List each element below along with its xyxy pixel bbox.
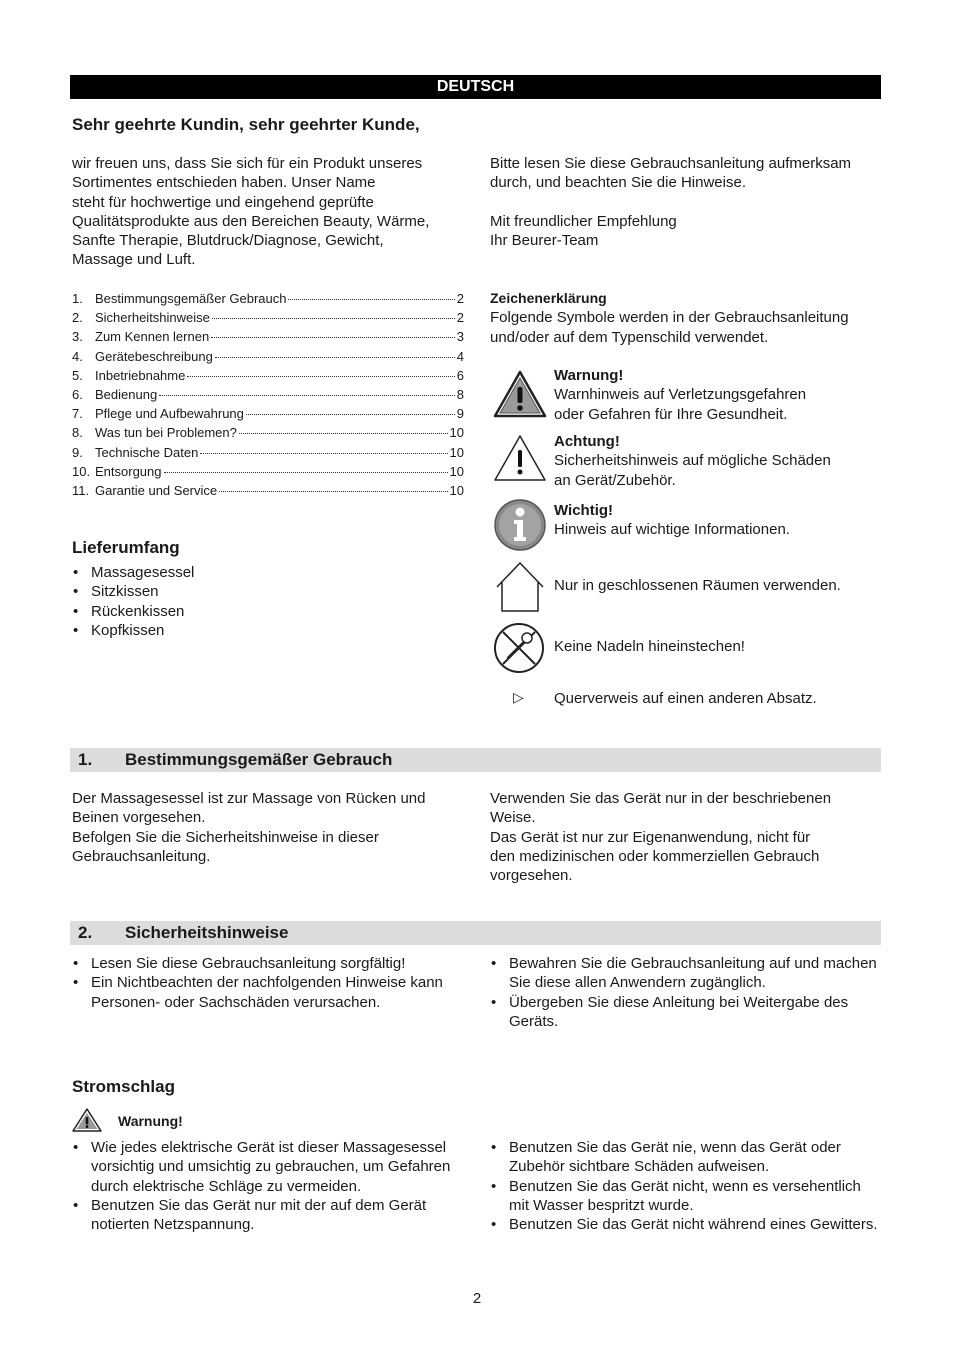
toc-leader (164, 472, 448, 473)
closing-line: Mit freundlicher Empfehlung (490, 212, 677, 230)
toc-number: 5. (72, 367, 83, 383)
toc-number: 7. (72, 406, 83, 422)
toc-page: 10 (449, 482, 464, 498)
section-number: 1. (78, 750, 93, 769)
toc-leader (211, 337, 455, 338)
toc-page: 8 (456, 386, 464, 402)
toc-page: 2 (456, 310, 464, 326)
delivery-heading: Lieferumfang (72, 538, 180, 557)
toc-title: Pflege und Aufbewahrung (95, 406, 244, 422)
toc-row[interactable] (72, 483, 464, 502)
intro-line: wir freuen uns, dass Sie sich für ein Produkt unseres (72, 155, 423, 172)
list-item: • Benutzen Sie das Gerät nicht während eines Gewitters. (490, 1215, 885, 1234)
list-item: • Sitzkissen (72, 582, 462, 601)
toc-page: 9 (456, 406, 464, 422)
shock-left-list (72, 1138, 462, 1234)
info-icon (493, 499, 547, 551)
list-item: • Lesen Sie diese Gebrauchsanleitung sorgfältig! (72, 954, 457, 973)
symbol-caution (493, 432, 883, 492)
paragraph-line: Weise. (490, 809, 536, 827)
toc-leader (288, 299, 454, 300)
intro-line: Sanfte Therapie, Blutdruck/Diagnose, Gewicht, (72, 232, 384, 250)
toc-row[interactable] (72, 406, 464, 425)
warning-triangle-icon (493, 370, 547, 418)
paragraph-line: Befolgen Sie die Sicherheitshinweise in dieser (72, 828, 379, 846)
caution-triangle-icon (493, 434, 547, 482)
shock-warning-label: Warnung! (118, 1113, 183, 1129)
toc-number: 11. (72, 482, 90, 498)
toc-number: 2. (72, 310, 83, 326)
list-item: • Übergeben Sie diese Anleitung bei Weitergabe des Geräts. (490, 993, 885, 1032)
toc-number: 3. (72, 329, 83, 345)
symbols-intro (490, 289, 885, 347)
symbol-label: Warnung! (554, 367, 624, 384)
toc-number: 10. (72, 463, 91, 479)
intro-line: Qualitätsprodukte aus den Bereichen Beauty, Wärme, (72, 212, 430, 230)
list-item: • Benutzen Sie das Gerät nicht, wenn es versehentlich mit Wasser bespritzt wurde. (490, 1177, 885, 1216)
toc-page: 10 (449, 444, 464, 460)
section-2-left-list (72, 954, 457, 1012)
language-bar: DEUTSCH (70, 75, 881, 99)
list-item: • Benutzen Sie das Gerät nie, wenn das Gerät oder Zubehör sichtbare Schäden aufweisen. (490, 1138, 885, 1177)
section-1-left (72, 789, 472, 866)
section-number: 2. (78, 923, 93, 942)
symbol-desc: Querverweis auf einen anderen Absatz. (554, 690, 817, 707)
toc-page: 10 (449, 463, 464, 479)
toc-row[interactable] (72, 349, 464, 368)
toc-row[interactable] (72, 329, 464, 348)
toc-page: 6 (456, 367, 464, 383)
symbol-warning (493, 366, 883, 426)
list-item: • Bewahren Sie die Gebrauchsanleitung auf und machen Sie diese allen Anwendern zugänglich. (490, 954, 885, 993)
symbol-desc: Warnhinweis auf Verletzungsgefahren (554, 386, 807, 404)
intro-line: steht für hochwertige und eingehend geprüfte (72, 193, 374, 211)
shock-right-list (490, 1138, 885, 1234)
symbol-desc: Sicherheitshinweis auf mögliche Schäden (554, 452, 831, 470)
toc-page: 2 (456, 291, 464, 306)
toc-number: 6. (72, 386, 83, 402)
toc-title: Entsorgung (95, 463, 162, 479)
toc-title: Garantie und Service (95, 482, 218, 498)
toc-title: Inbetriebnahme (95, 367, 186, 383)
symbol-crossref (493, 689, 883, 711)
toc-number: 1. (72, 291, 83, 306)
intro-line: durch, und beachten Sie die Hinweise. (490, 174, 746, 192)
toc-number: 4. (72, 348, 83, 364)
toc-row[interactable] (72, 368, 464, 387)
symbol-label: Achtung! (554, 433, 620, 450)
symbol-important (493, 499, 883, 555)
toc-row[interactable] (72, 387, 464, 406)
page-number: 2 (472, 1290, 482, 1307)
symbol-label: Wichtig! (554, 502, 614, 519)
closing-line: Ihr Beurer-Team (490, 232, 599, 250)
symbol-desc: an Gerät/Zubehör. (554, 471, 676, 489)
paragraph-line: vorgesehen. (490, 867, 573, 885)
list-item: • Massagesessel (72, 563, 462, 582)
symbols-intro-line: Folgende Symbole werden in der Gebrauchsanleitung (490, 309, 849, 327)
toc-title: Sicherheitshinweise (95, 310, 210, 326)
delivery-list (72, 563, 462, 640)
section-1-right (490, 789, 885, 885)
toc-page: 10 (449, 425, 464, 441)
list-item: • Benutzen Sie das Gerät nur mit der auf dem Gerät notierten Netzspannung. (72, 1196, 462, 1235)
list-item: • Wie jedes elektrische Gerät ist dieser Massagesessel vorsichtig und umsichtig zu gebrauchen, um Gefahren durch elektrische Schläge zu vermeiden. (72, 1138, 462, 1196)
greeting-heading: Sehr geehrte Kundin, sehr geehrter Kunde, (72, 115, 420, 134)
toc-leader (159, 395, 455, 396)
paragraph-line: Verwenden Sie das Gerät nur in der beschriebenen (490, 790, 832, 807)
toc-row[interactable] (72, 425, 464, 444)
toc-title: Bestimmungsgemäßer Gebrauch (95, 291, 287, 306)
toc-title: Bedienung (95, 386, 158, 402)
warning-triangle-icon (72, 1108, 102, 1132)
shock-heading: Stromschlag (72, 1077, 175, 1096)
paragraph-line: Das Gerät ist nur zur Eigenanwendung, nicht für (490, 828, 811, 846)
symbol-indoor (493, 561, 883, 613)
list-item: • Kopfkissen (72, 621, 462, 640)
toc-row[interactable] (72, 310, 464, 329)
section-2-heading (70, 921, 881, 945)
intro-right (490, 154, 885, 250)
toc-row[interactable] (72, 445, 464, 464)
toc-leader (187, 376, 454, 377)
toc-title: Was tun bei Problemen? (95, 425, 237, 441)
section-2-right-list (490, 954, 885, 1031)
intro-left (72, 154, 472, 270)
symbol-desc: oder Gefahren für Ihre Gesundheit. (554, 405, 788, 423)
paragraph-line: Gebrauchsanleitung. (72, 847, 211, 865)
arrow-right-icon: ▷ (513, 689, 524, 705)
symbol-desc: Keine Nadeln hineinstechen! (554, 638, 745, 655)
list-item: • Rückenkissen (72, 602, 462, 621)
symbol-no-needles (493, 622, 883, 674)
table-of-contents (72, 291, 464, 502)
toc-page: 4 (456, 348, 464, 364)
toc-leader (215, 357, 455, 358)
toc-title: Gerätebeschreibung (95, 348, 213, 364)
paragraph-line: Beinen vorgesehen. (72, 809, 206, 827)
toc-row[interactable] (72, 464, 464, 483)
section-title: Sicherheitshinweise (125, 923, 289, 942)
toc-leader (200, 453, 447, 454)
section-1-heading (70, 748, 881, 772)
toc-row[interactable] (72, 291, 464, 310)
intro-line: Bitte lesen Sie diese Gebrauchsanleitung aufmerksam (490, 155, 852, 172)
symbol-desc: Hinweis auf wichtige Informationen. (554, 521, 790, 539)
toc-number: 9. (72, 444, 83, 460)
section-title: Bestimmungsgemäßer Gebrauch (125, 750, 393, 769)
toc-title: Zum Kennen lernen (95, 329, 210, 345)
intro-line: Massage und Luft. (72, 251, 196, 269)
paragraph-line: den medizinischen oder kommerziellen Gebrauch (490, 847, 820, 865)
intro-line: Sortimentes entschieden haben. Unser Name (72, 174, 376, 192)
no-needles-icon (493, 622, 547, 674)
symbol-desc: Nur in geschlossenen Räumen verwenden. (554, 577, 841, 594)
house-icon (493, 561, 547, 613)
toc-leader (219, 491, 447, 492)
symbols-intro-line: und/oder auf dem Typenschild verwendet. (490, 328, 769, 346)
toc-title: Technische Daten (95, 444, 199, 460)
toc-number: 8. (72, 425, 83, 441)
toc-page: 3 (456, 329, 464, 345)
symbols-heading: Zeichenerklärung (490, 290, 607, 306)
toc-leader (246, 414, 455, 415)
toc-leader (239, 433, 448, 434)
paragraph-line: Der Massagesessel ist zur Massage von Rücken und (72, 790, 426, 807)
toc-leader (212, 318, 455, 319)
list-item: • Ein Nichtbeachten der nachfolgenden Hinweise kann Personen- oder Sachschäden verursachen. (72, 973, 457, 1012)
